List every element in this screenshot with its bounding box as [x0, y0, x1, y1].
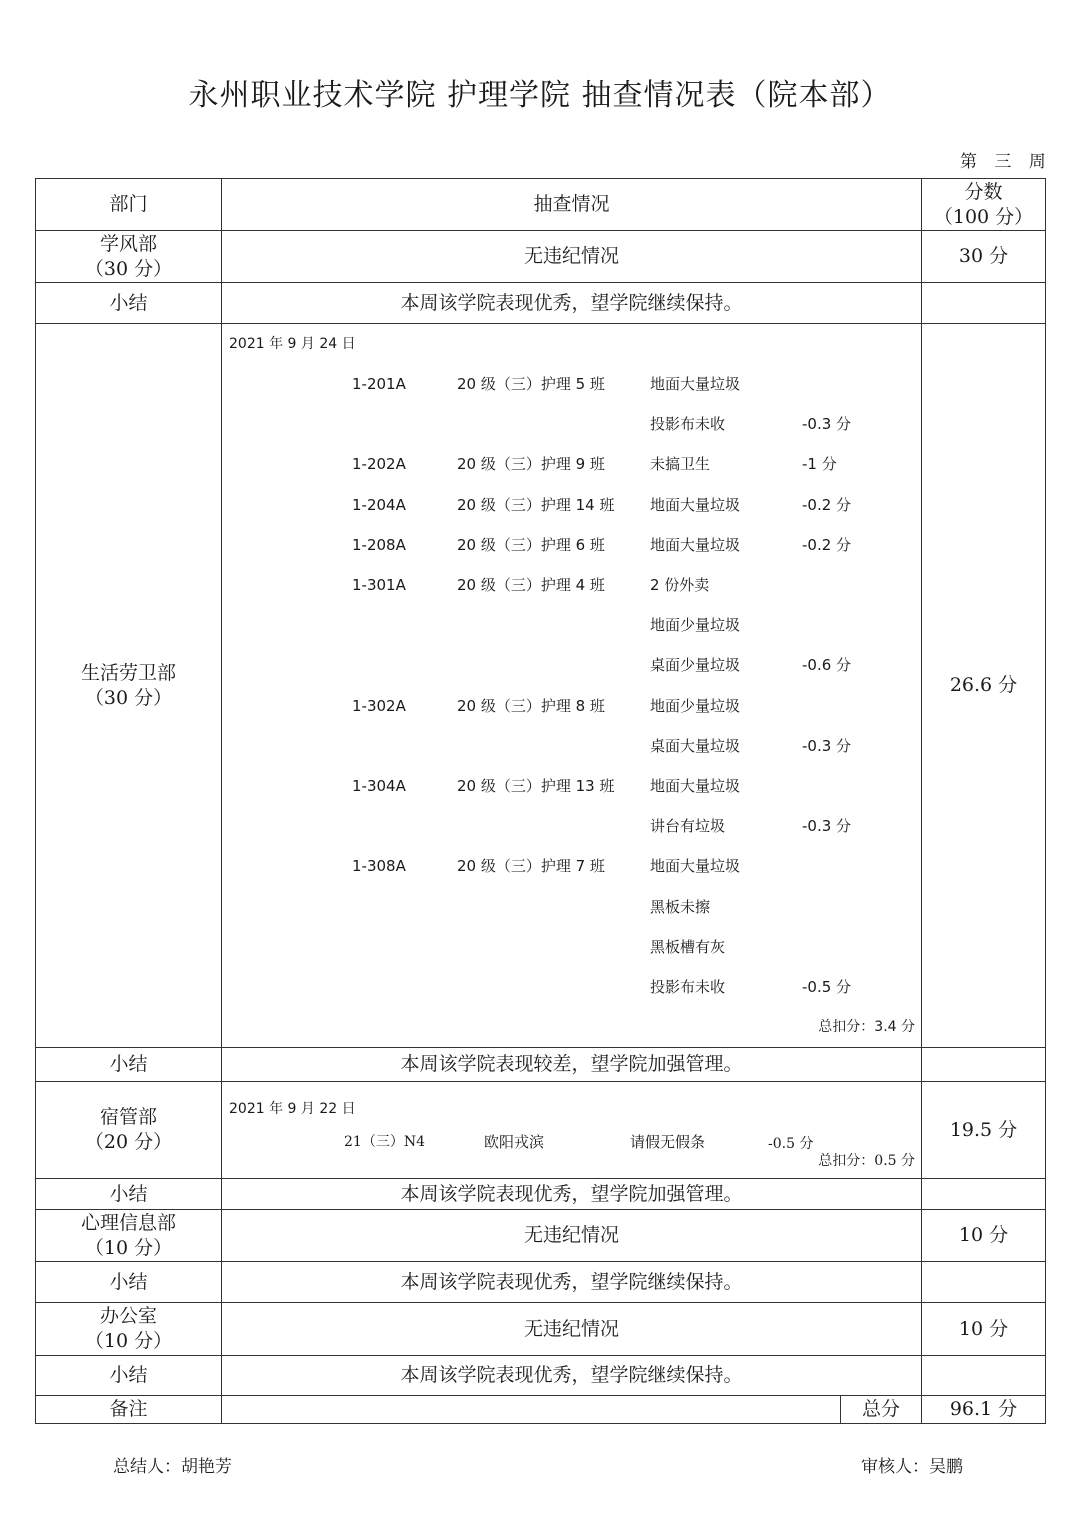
- situation-bangong: 无违纪情况: [222, 1303, 922, 1356]
- score-shenghuo: 26.6 分: [922, 324, 1046, 1048]
- situation-shenghuo: [222, 324, 922, 1048]
- reviewer: 审核人：吴鹏: [861, 1457, 963, 1477]
- class-name: 20 级（三）护理 13 班: [457, 777, 615, 795]
- deduction: -0.3 分: [802, 415, 852, 434]
- deduction: -0.2 分: [802, 535, 852, 554]
- issue: 桌面少量垃圾: [650, 656, 741, 675]
- class-name: 20 级（三）护理 4 班: [457, 576, 605, 594]
- deduction: -0.5 分: [768, 1136, 814, 1152]
- issue: 未搞卫生: [650, 455, 711, 474]
- header-dept: 部门: [36, 179, 222, 231]
- table-row: [36, 1210, 1046, 1262]
- situation-suguan: [222, 1082, 922, 1179]
- issue: 地面少量垃圾: [650, 616, 741, 635]
- summary-xuefeng: 本周该学院表现优秀，望学院继续保持。: [222, 283, 922, 324]
- total-deduct: 总扣分：3.4 分: [818, 1019, 916, 1035]
- room-number: 1-301A: [352, 576, 406, 594]
- room-number: 1-208A: [352, 535, 406, 554]
- deduction: -0.2 分: [802, 495, 852, 514]
- issue: 桌面大量垃圾: [650, 736, 741, 755]
- room-number: 1-202A: [352, 455, 406, 474]
- deduction: -1 分: [802, 455, 837, 474]
- class-name: 20 级（三）护理 7 班: [457, 857, 605, 876]
- summary-row: [36, 1262, 1046, 1303]
- class-name: 20 级（三）护理 9 班: [457, 455, 605, 474]
- situation-xinli: 无违纪情况: [222, 1210, 922, 1262]
- room-number: 1-302A: [352, 696, 406, 715]
- remark-cell: [222, 1396, 841, 1424]
- dept-xinli: 心理信息部 （10 分）: [36, 1210, 222, 1262]
- summarizer: 总结人：胡艳芳: [113, 1457, 232, 1477]
- room-number: 1-201A: [352, 375, 406, 393]
- summary-label: 小结: [36, 1356, 222, 1396]
- summary-row: [36, 283, 1046, 324]
- room-number: 1-304A: [352, 777, 406, 795]
- issue: 地面少量垃圾: [650, 696, 741, 715]
- summary-suguan: 本周该学院表现优秀，望学院加强管理。: [222, 1179, 922, 1210]
- dept-shenghuo: 生活劳卫部 （30 分）: [36, 324, 222, 1048]
- summary-label: 小结: [36, 1048, 222, 1082]
- summary-bangong: 本周该学院表现优秀，望学院继续保持。: [222, 1356, 922, 1396]
- issue: 黑板未擦: [650, 897, 711, 916]
- situation-xuefeng: 无违纪情况: [222, 231, 922, 283]
- inspection-date: 2021 年 9 月 22 日: [229, 1101, 356, 1117]
- summary-shenghuo: 本周该学院表现较差，望学院加强管理。: [222, 1048, 922, 1082]
- header-situation: 抽查情况: [222, 179, 922, 231]
- table-row: [36, 324, 1046, 1048]
- score-xuefeng: 30 分: [922, 231, 1046, 283]
- page-title: 永州职业技术学院 护理学院 抽查情况表（院本部）: [188, 78, 892, 113]
- summary-label: 小结: [36, 1179, 222, 1210]
- total-row: [36, 1396, 1046, 1424]
- violation-reason: 请假无假条: [630, 1133, 706, 1151]
- inspection-table: [35, 178, 1046, 1424]
- dept-suguan: 宿管部 （20 分）: [36, 1082, 222, 1179]
- dept-xuefeng: 学风部 （30 分）: [36, 231, 222, 283]
- score-suguan: 19.5 分: [922, 1082, 1046, 1179]
- class-name: 20 级（三）护理 6 班: [457, 535, 605, 554]
- empty-cell: [922, 1356, 1046, 1396]
- score-bangong: 10 分: [922, 1303, 1046, 1356]
- class-name: 20 级（三）护理 5 班: [457, 375, 605, 393]
- empty-cell: [922, 1179, 1046, 1210]
- student-name: 欧阳戎滨: [484, 1133, 545, 1151]
- issue: 地面大量垃圾: [650, 777, 741, 795]
- issue: 地面大量垃圾: [650, 495, 741, 514]
- deduction: -0.5 分: [802, 978, 852, 996]
- summary-row: [36, 1048, 1046, 1082]
- summary-xinli: 本周该学院表现优秀，望学院继续保持。: [222, 1262, 922, 1303]
- summary-row: [36, 1179, 1046, 1210]
- summary-row: [36, 1356, 1046, 1396]
- class-name: 20 级（三）护理 14 班: [457, 495, 615, 514]
- total-score: 96.1 分: [922, 1396, 1046, 1424]
- issue: 投影布未收: [650, 415, 726, 434]
- table-header-row: [36, 179, 1046, 231]
- remark-label: 备注: [36, 1396, 222, 1424]
- issue: 地面大量垃圾: [650, 857, 741, 876]
- table-row: [36, 1082, 1046, 1179]
- empty-cell: [922, 1262, 1046, 1303]
- deduction: -0.6 分: [802, 656, 852, 675]
- issue: 2 份外卖: [650, 576, 710, 594]
- total-label: 总分: [841, 1396, 922, 1424]
- issue: 地面大量垃圾: [650, 375, 741, 393]
- summary-label: 小结: [36, 283, 222, 324]
- issue: 黑板槽有灰: [650, 937, 726, 956]
- room-number: 1-204A: [352, 495, 406, 514]
- total-deduct: 总扣分：0.5 分: [818, 1153, 916, 1169]
- empty-cell: [922, 283, 1046, 324]
- table-row: [36, 1303, 1046, 1356]
- empty-cell: [922, 1048, 1046, 1082]
- deduction: -0.3 分: [802, 736, 852, 755]
- summary-label: 小结: [36, 1262, 222, 1303]
- issue: 讲台有垃圾: [650, 817, 726, 836]
- inspection-date: 2021 年 9 月 24 日: [229, 336, 356, 352]
- dept-bangong: 办公室 （10 分）: [36, 1303, 222, 1356]
- table-row: [36, 231, 1046, 283]
- room-number: 1-308A: [352, 857, 406, 876]
- week-label: 第 三 周: [960, 152, 1052, 172]
- issue: 投影布未收: [650, 978, 726, 996]
- issue: 地面大量垃圾: [650, 535, 741, 554]
- score-xinli: 10 分: [922, 1210, 1046, 1262]
- deduction: -0.3 分: [802, 817, 852, 836]
- dorm-room: 21（三）N4: [344, 1134, 425, 1150]
- class-name: 20 级（三）护理 8 班: [457, 696, 605, 715]
- header-score: 分数 （100 分）: [922, 179, 1046, 231]
